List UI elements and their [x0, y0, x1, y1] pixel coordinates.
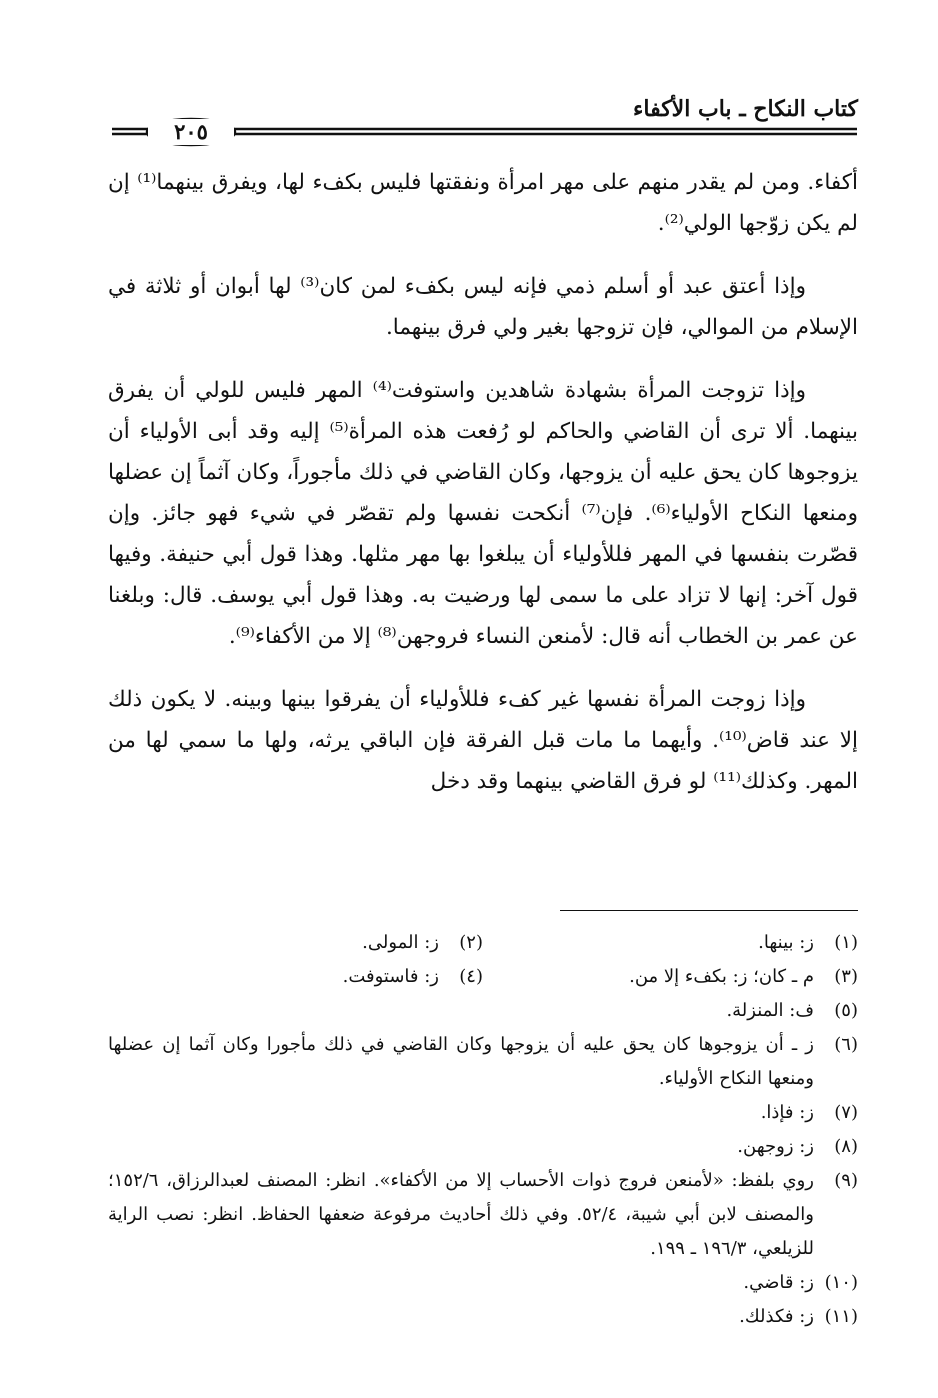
footnote-number: (١٠) [824, 1272, 858, 1293]
footnote-number: (١١) [824, 1306, 858, 1327]
paragraph: أكفاء. ومن لم يقدر منهم على مهر امرأة ونفقتها فليس بكفء لها، ويفرق بينهما⁽¹⁾ إن لم يكن زوّجها الولي⁽²⁾. [108, 170, 858, 236]
footnote-separator [560, 910, 858, 911]
footnote-number: (٩) [834, 1170, 858, 1191]
footnote-number: (٨) [834, 1136, 858, 1157]
footnote [108, 1028, 858, 1096]
footnote-text: ز: فاستوفت. [342, 966, 439, 987]
footnote [108, 1300, 858, 1334]
footnote-number: (٢) [459, 932, 483, 953]
footnote-text: ز: بينها. [758, 932, 814, 953]
footnote-text: روي بلفظ: «لأمنعن فروج ذوات الأحساب إلا من الأكفاء». انظر: المصنف لعبدالرزاق، ١٥٢/٦؛ والمصنف لابن أبي شيبة، ٥٢/٤. وفي ذلك أحاديث مرفوعة ضعفها الحفاظ. انظر: نصب الراية للزيلعي، ١٩٦/٣ ـ ١٩٩. [108, 1170, 814, 1259]
footnote-text: ز: قاضي. [743, 1272, 814, 1293]
footnote-row [108, 960, 858, 994]
footnote-row [108, 926, 858, 960]
footnotes [108, 926, 858, 1334]
footnote-text: ز: المولى. [362, 932, 439, 953]
footnote-number: (٧) [834, 1102, 858, 1123]
footnote-text: ز: فكذلك. [739, 1306, 814, 1327]
paragraph: وإذا زوجت المرأة نفسها غير كفء فللأولياء أن يفرقوا بينها وبينه. لا يكون ذلك إلا عند قاض⁽¹⁰⁾. وأيهما ما مات قبل الفرقة فإن الباقي يرثه، ولها ما سمي لها من المهر. وكذلك⁽¹¹⁾ لو فرق القاضي بينهما وقد دخل [108, 687, 858, 794]
footnote-number: (٥) [834, 1000, 858, 1021]
running-title: كتاب النكاح ـ باب الأكفاء [633, 96, 858, 122]
footnote [108, 994, 858, 1028]
footnote-text: ز: زوجهن. [737, 1136, 814, 1157]
paragraph: وإذا أعتق عبد أو أسلم ذمي فإنه ليس بكفء لمن كان⁽³⁾ لها أبوان أو ثلاثة في الإسلام من الموالي، فإن تزوجها بغير ولي فرق بينهما. [108, 274, 858, 340]
footnote-number: (٤) [459, 966, 483, 987]
main-text [108, 162, 858, 824]
footnote-text: م ـ كان؛ ز: بكفء إلا من. [629, 966, 814, 987]
page-number: ٢٠٥ [148, 119, 234, 145]
footnote [108, 1164, 858, 1266]
footnote [108, 1130, 858, 1164]
footnote [108, 1266, 858, 1300]
footnote-number: (١) [834, 932, 858, 953]
footnote [108, 960, 483, 994]
footnote-text: ف: المنزلة. [726, 1000, 814, 1021]
footnote-text: ز: فإذا. [760, 1102, 814, 1123]
footnote-text: ز ـ أن يزوجوها كان يحق عليه أن يزوجها وكان القاضي في ذلك مأجورا وكان آثما إن عضلها ومنعها النكاح الأولياء. [108, 1034, 814, 1089]
footnote [108, 1096, 858, 1130]
footnote-number: (٦) [834, 1034, 858, 1055]
footnote [483, 926, 858, 960]
paragraph: وإذا تزوجت المرأة بشهادة شاهدين واستوفت⁽⁴⁾ المهر فليس للولي أن يفرق بينهما. ألا ترى أن القاضي والحاكم لو رُفعت هذه المرأة⁽⁵⁾ إليه وقد أبى الأولياء أن يزوجوها كان يحق عليه أن يزوجها، وكان القاضي في ذلك مأجوراً، وكان آثماً إن عضلها ومنعها النكاح الأولياء⁽⁶⁾. فإن⁽⁷⁾ أنكحت نفسها ولم تقصّر في شيء فهو جائز. وإن قصّرت بنفسها في المهر فللأولياء أن يبلغوا بها مهر مثلها. وهذا قول أبي حنيفة. وفيها قول آخر: إنها لا تزاد على ما سمى لها ورضيت به. وهذا قول أبي يوسف. قال: وبلغنا عن عمر بن الخطاب أنه قال: لأمنعن النساء فروجهن⁽⁸⁾ إلا من الأكفاء⁽⁹⁾. [108, 378, 858, 649]
footnote [483, 960, 858, 994]
footnote [108, 926, 483, 960]
footnote-number: (٣) [834, 966, 858, 987]
